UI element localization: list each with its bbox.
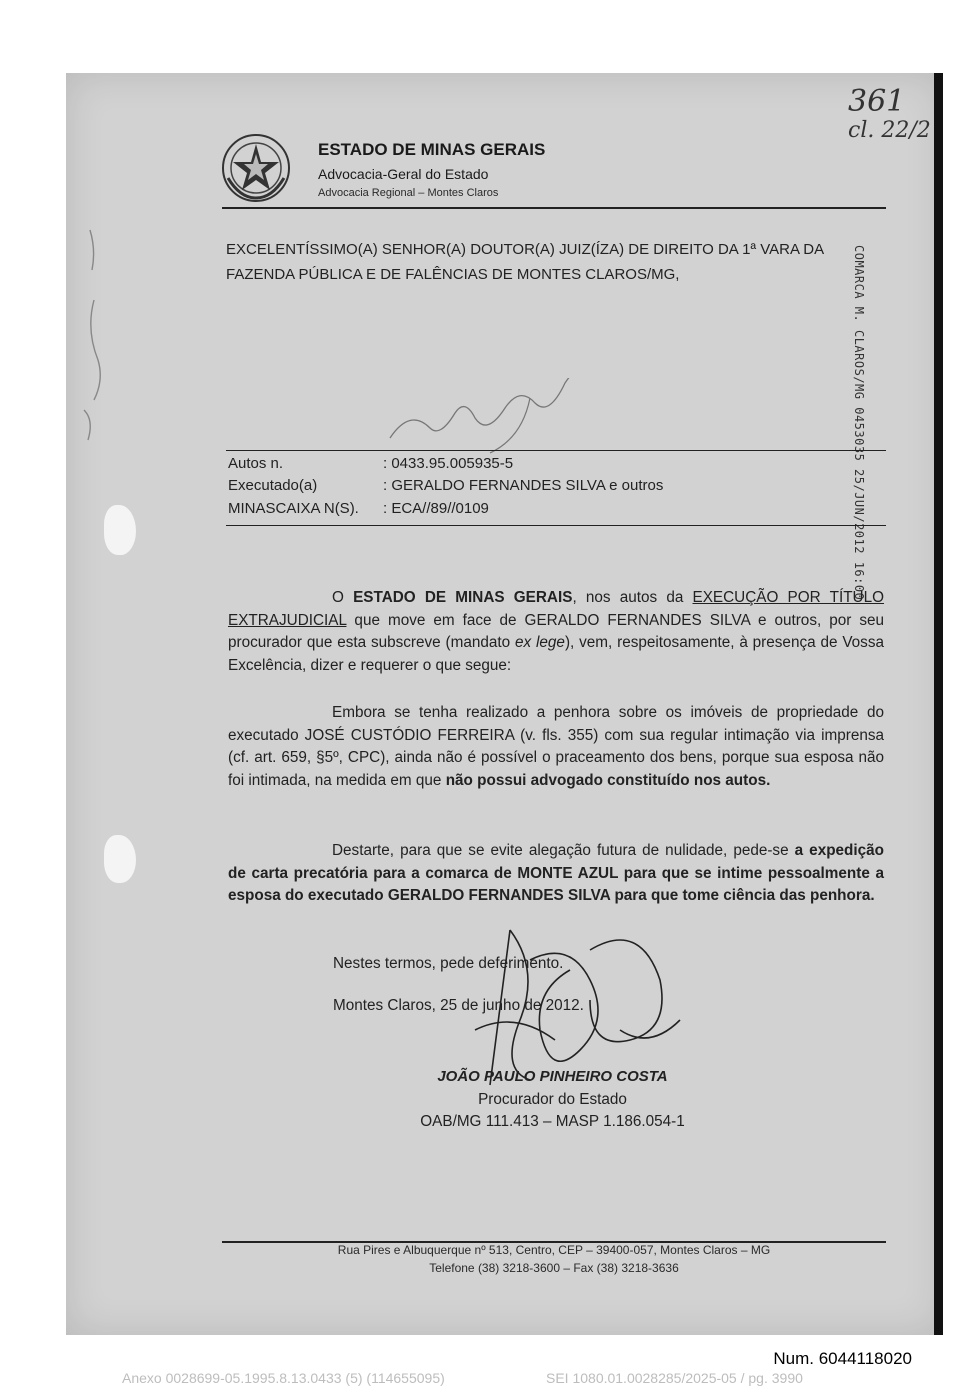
margin-handwriting bbox=[70, 220, 130, 450]
initials-scribble bbox=[380, 378, 630, 458]
place-date-line: Montes Claros, 25 de junho de 2012. bbox=[333, 997, 584, 1014]
handwritten-folio-note: cl. 22/2 bbox=[848, 118, 931, 143]
case-info-box bbox=[226, 450, 886, 526]
handwritten-folio: 361 bbox=[848, 84, 906, 119]
header-divider bbox=[222, 207, 886, 209]
signatory-registration: OAB/MG 111.413 – MASP 1.186.054-1 bbox=[420, 1113, 685, 1130]
document-number: Num. 6044118020 bbox=[773, 1349, 912, 1368]
footer-address: Rua Pires e Albuquerque nº 513, Centro, CEP – 39400-057, Montes Claros – MG bbox=[337, 1243, 771, 1257]
receipt-stamp: COMARCA M. CLAROS/MG 0453035 25/JUN/2012 16:00 bbox=[852, 245, 866, 601]
paragraph-argument: Embora se tenha realizado a penhora sobre os imóveis de propriedade do executado JOSÉ CUSTÓDIO FERREIRA (v. fls. 355) com sua regular intimação via imprensa (cf. art. 659, §5º, CPC), ainda não é possível o praceamento dos bens, porque sua esposa não foi intimada, na medida em que não possui advogado constituído nos autos. bbox=[228, 704, 884, 789]
punch-hole bbox=[104, 835, 136, 883]
footer-phone: Telefone (38) 3218-3600 – Fax (38) 3218-3636 bbox=[429, 1261, 679, 1275]
header-title: ESTADO DE MINAS GERAIS bbox=[318, 140, 546, 159]
closing-line: Nestes termos, pede deferimento. bbox=[333, 955, 564, 972]
scan-edge-shadow bbox=[934, 73, 943, 1335]
signatory-name: JOÃO PAULO PINHEIRO COSTA bbox=[437, 1068, 668, 1085]
case-value: : GERALDO FERNANDES SILVA e outros bbox=[383, 477, 664, 494]
state-coat-of-arms-icon bbox=[220, 132, 292, 204]
sei-reference: SEI 1080.01.0028285/2025-05 / pg. 3990 bbox=[546, 1370, 803, 1386]
punch-hole bbox=[104, 505, 136, 555]
addressee: EXCELENTÍSSIMO(A) SENHOR(A) DOUTOR(A) JUIZ(ÍZA) DE DIREITO DA 1ª VARA DA FAZENDA PÚBLICA E DE FALÊNCIAS DE MONTES CLAROS/MG, bbox=[226, 241, 824, 283]
case-value: : 0433.95.005935-5 bbox=[383, 455, 514, 472]
signatory-role: Procurador do Estado bbox=[478, 1091, 627, 1108]
header-office: Advocacia Regional – Montes Claros bbox=[318, 187, 499, 199]
paragraph-request: Destarte, para que se evite alegação futura de nulidade, pede-se a expedição de carta precatória para a comarca de MONTE AZUL para que se intime pessoalmente a esposa do executado GERALDO FERNANDES SILVA para que tome ciência das penhora. bbox=[228, 842, 885, 904]
paragraph-intro: O ESTADO DE MINAS GERAIS, nos autos da EXECUÇÃO POR TÍTULO EXTRAJUDICIAL que move em face de GERALDO FERNANDES SILVA e outros, por seu procurador que esta subscreve (mandato ex lege), vem, respeitosamente, à presença de Vossa Excelência, dizer e requerer o que segue: bbox=[228, 589, 884, 674]
signature-block bbox=[380, 1065, 725, 1133]
case-label: MINASCAIXA N(S). bbox=[228, 500, 359, 517]
header-subtitle: Advocacia-Geral do Estado bbox=[318, 166, 489, 182]
case-label: Autos n. bbox=[228, 455, 284, 472]
case-value: : ECA//89//0109 bbox=[383, 500, 489, 517]
annex-reference: Anexo 0028699-05.1995.8.13.0433 (5) (114655095) bbox=[122, 1370, 445, 1386]
case-label: Executado(a) bbox=[228, 477, 318, 494]
